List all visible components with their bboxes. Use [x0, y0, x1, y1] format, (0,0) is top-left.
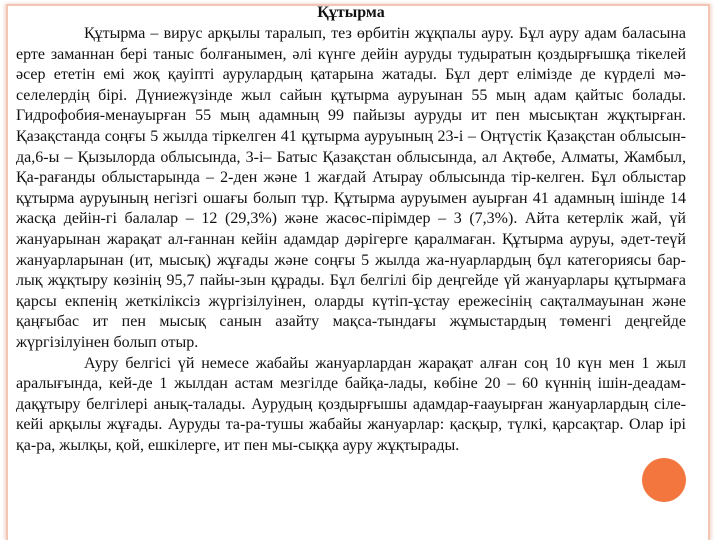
document-title: Құтырма — [317, 4, 385, 21]
document-body — [16, 2, 686, 456]
paragraph-2: Ауру белгісі үй немесе жабайы жануарлардан жарақат алған соң 10 күн мен 1 жыл аралығында, кей-де 1 жылдан астам мезгілде байқа-лады, көбіне 20 – 60 күннің ішін-деадам-дақұтыру белгілері анық-талады. Аурудың қоздырғышы адамдар-ғаауырған жануарлардың сіле-кейі арқылы жұғады. Ауруды та-ра-тушы жабайы жануарлар: қасқыр, түлкі, қарсақтар. Олар ірі қа-ра, жылқы, қой, ешкілерге, ит пен мы-сыққа ауру жұқтырады. — [16, 354, 686, 454]
paragraph-1: Құтырма – вирус арқылы таралып, тез өрбитін жұқпалы ауру. Бұл ауру адам баласына ерте заманнан бері таныс болғанымен, әлі күнге дейін ауруды тудыратын қоздырғышқа тікелей әсер ететін емі жоқ қауіпті аурулардың қатарына жатады. Бұл дерт елімізде де күрделі мә-селелердің бірі. Дүниежүзінде жыл сайын құтырма ауруынан 55 мың адам қайтыс болады. Гидрофобия-менауырған 55 мың адамның 99 пайызы ауруды ит пен мысықтан жұқтырған. Қазақстанда соңғы 5 жылда тіркелген 41 құтырма ауруының 23-і – Оңтүстік Қазақстан облысын-да,6-ы – Қызылорда облысында, 3-і– Батыс Қазақстан облысында, ал Ақтөбе, Алматы, Жамбыл, Қа-рағанды облыстарында – 2-ден және 1 жағдай Атырау облысында тір-келген. Бұл облыстар құтырма ауруының негізгі ошағы болып тұр. Құтырма ауруымен ауырған 41 адамның ішінде 14 жасқа дейін-гі балалар – 12 (29,3%) және жасөс-пірімдер – 3 (7,3%). Айта кетерлік жай, үй жануарынан жарақат ал-ғаннан кейін адамдар дәрігерге қаралмаған. Құтырма ауруы, әдет-теүй жануарларынан (ит, мысық) жұғады және соңғы 5 жылда жа-нуарлардың бұл категориясы бар-лық жұқтыру көзінің 95,7 пайы-зын құрады. Бұл белгілі бір деңгейде үй жануарлары құтырмаға қарсы екпенің жеткіліксіз жүргізілуінен, оларды күтіп-ұстау ережесінің сақталмауынан және қаңғыбас ит пен мысық санын азайту мақса-тындағы жұмыстардың төменгі деңгейде жүргізілуінен болып отыр. — [16, 25, 686, 351]
decorative-orange-circle — [642, 458, 686, 502]
